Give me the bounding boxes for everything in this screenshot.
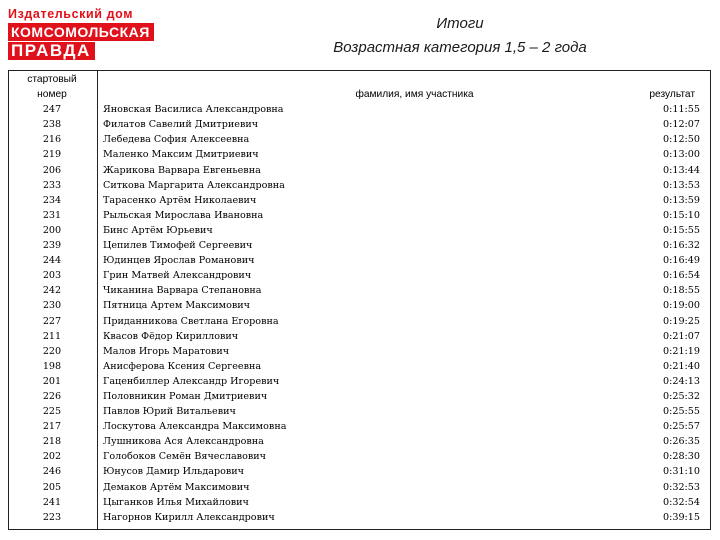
table-row xyxy=(9,419,720,434)
header-start-number-line1: стартовый xyxy=(27,74,77,85)
table-row xyxy=(9,389,720,404)
logo-brand-line2: ПРАВДА xyxy=(8,42,95,60)
table-header-row xyxy=(9,87,720,102)
start-number-cell: 219 xyxy=(42,149,62,161)
logo-publisher-house: Издательский дом xyxy=(8,7,134,21)
start-number-cell: 201 xyxy=(42,375,62,387)
table-row xyxy=(9,434,720,449)
participant-name-cell: Цепилев Тимофей Сергеевич xyxy=(102,240,253,252)
participant-name-cell: Лушникова Ася Александровна xyxy=(102,436,264,448)
result-cell: 0:32:54 xyxy=(663,496,700,508)
participant-name-cell: Квасов Фёдор Кириллович xyxy=(102,330,239,342)
table-row xyxy=(9,193,720,208)
participant-name-cell: Яновская Василиса Александровна xyxy=(102,104,284,116)
participant-name-cell: Пятница Артем Максимович xyxy=(102,300,251,312)
table-row xyxy=(9,208,720,223)
result-cell: 0:18:55 xyxy=(663,285,700,297)
result-cell: 0:19:25 xyxy=(663,315,700,327)
participant-name-cell: Юнусов Дамир Ильдарович xyxy=(102,466,245,478)
publisher-logo xyxy=(8,6,156,61)
participant-name-cell: Лоскутова Александра Максимовна xyxy=(102,421,287,433)
table-row xyxy=(9,344,720,359)
participant-name-cell: Анисферова Ксения Сергеевна xyxy=(102,360,262,372)
table-row xyxy=(9,374,720,389)
result-cell: 0:13:59 xyxy=(663,194,700,206)
results-table xyxy=(9,72,720,525)
participant-name-cell: Малов Игорь Маратович xyxy=(102,345,230,357)
participant-name-cell: Демаков Артём Максимович xyxy=(102,481,250,493)
start-number-cell: 211 xyxy=(42,330,62,342)
table-row xyxy=(9,510,720,525)
result-cell: 0:19:00 xyxy=(663,300,700,312)
start-number-cell: 216 xyxy=(42,134,62,146)
logo-brand-line1: КОМСОМОЛЬСКАЯ xyxy=(8,23,154,41)
participant-name-cell: Голобоков Семён Вячеславович xyxy=(102,451,266,463)
participant-name-cell: Грин Матвей Александрович xyxy=(102,270,252,282)
table-row xyxy=(9,298,720,313)
start-number-cell: 242 xyxy=(42,285,62,297)
participant-name-cell: Юдинцев Ярослав Романович xyxy=(102,255,255,267)
start-number-cell: 206 xyxy=(42,164,62,176)
result-cell: 0:16:32 xyxy=(663,240,700,252)
result-cell: 0:11:55 xyxy=(663,104,700,116)
participant-name-cell: Гаценбиллер Александр Игоревич xyxy=(102,375,280,387)
table-row xyxy=(9,178,720,193)
result-cell: 0:15:55 xyxy=(663,224,700,236)
result-cell: 0:25:55 xyxy=(663,406,700,418)
result-cell: 0:28:30 xyxy=(663,451,700,463)
participant-name-cell: Приданникова Светлана Егоровна xyxy=(102,315,279,327)
results-table-body xyxy=(9,102,720,525)
table-row xyxy=(9,495,720,510)
start-number-cell: 223 xyxy=(42,511,62,523)
start-number-cell: 234 xyxy=(42,194,62,206)
start-number-cell: 241 xyxy=(42,496,62,508)
header-result: результат xyxy=(649,89,695,101)
title-results: Итоги xyxy=(436,15,484,32)
participant-name-cell: Филатов Савелий Дмитриевич xyxy=(102,119,259,131)
start-number-cell: 239 xyxy=(42,240,62,252)
result-cell: 0:25:32 xyxy=(663,390,700,402)
table-row xyxy=(9,283,720,298)
start-number-cell: 202 xyxy=(42,451,62,463)
start-number-cell: 205 xyxy=(42,481,62,493)
participant-name-cell: Чиканина Варвара Степановна xyxy=(102,285,262,297)
start-number-cell: 247 xyxy=(42,104,62,116)
result-cell: 0:24:13 xyxy=(663,375,700,387)
table-row xyxy=(9,464,720,479)
start-number-cell: 246 xyxy=(42,466,62,478)
table-row xyxy=(9,329,720,344)
participant-name-cell: Нагорнов Кирилл Александрович xyxy=(102,511,275,523)
start-number-cell: 231 xyxy=(42,209,62,221)
start-number-cell: 233 xyxy=(42,179,62,191)
header-participant-name: фамилия, имя участника xyxy=(355,89,474,101)
result-cell: 0:25:57 xyxy=(663,421,700,433)
start-number-cell: 198 xyxy=(42,360,62,372)
result-cell: 0:13:53 xyxy=(663,179,700,191)
table-row xyxy=(9,480,720,495)
start-number-cell: 230 xyxy=(42,300,62,312)
participant-name-cell: Лебедева София Алексеевна xyxy=(102,134,250,146)
page-title xyxy=(300,12,620,60)
result-cell: 0:21:07 xyxy=(663,330,700,342)
title-age-category: Возрастная категория 1,5 – 2 года xyxy=(333,39,587,56)
start-number-cell: 227 xyxy=(42,315,62,327)
start-number-cell: 218 xyxy=(42,436,62,448)
start-number-cell: 217 xyxy=(42,421,62,433)
table-row xyxy=(9,132,720,147)
participant-name-cell: Цыганков Илья Михайлович xyxy=(102,496,249,508)
participant-name-cell: Ситкова Маргарита Александровна xyxy=(102,179,285,191)
table-row xyxy=(9,314,720,329)
result-cell: 0:32:53 xyxy=(663,481,700,493)
result-cell: 0:12:50 xyxy=(663,134,700,146)
participant-name-cell: Рыльская Мирослава Ивановна xyxy=(102,209,264,221)
table-row xyxy=(9,449,720,464)
result-cell: 0:16:54 xyxy=(663,270,700,282)
start-number-cell: 200 xyxy=(42,224,62,236)
result-cell: 0:21:19 xyxy=(663,345,700,357)
participant-name-cell: Тарасенко Артём Николаевич xyxy=(102,194,257,206)
result-cell: 0:13:44 xyxy=(663,164,700,176)
result-cell: 0:16:49 xyxy=(663,255,700,267)
start-number-cell: 225 xyxy=(42,406,62,418)
participant-name-cell: Жарикова Варвара Евгеньевна xyxy=(102,164,261,176)
table-row xyxy=(9,147,720,162)
start-number-cell: 244 xyxy=(42,255,62,267)
table-row xyxy=(9,163,720,178)
start-number-cell: 238 xyxy=(42,119,62,131)
participant-name-cell: Маленко Максим Дмитриевич xyxy=(102,149,259,161)
result-cell: 0:26:35 xyxy=(663,436,700,448)
participant-name-cell: Павлов Юрий Витальевич xyxy=(102,406,236,418)
result-cell: 0:15:10 xyxy=(663,209,700,221)
table-row xyxy=(9,253,720,268)
table-row xyxy=(9,102,720,117)
result-cell: 0:21:40 xyxy=(663,360,700,372)
table-header-row xyxy=(9,72,720,87)
result-cell: 0:12:07 xyxy=(663,119,700,131)
start-number-cell: 220 xyxy=(42,345,62,357)
participant-name-cell: Половникин Роман Дмитриевич xyxy=(102,390,268,402)
table-row xyxy=(9,359,720,374)
table-row xyxy=(9,268,720,283)
start-number-cell: 203 xyxy=(42,270,62,282)
header-spacer xyxy=(494,72,720,87)
result-cell: 0:13:00 xyxy=(663,149,700,161)
table-row xyxy=(9,117,720,132)
participant-name-cell: Бинс Артём Юрьевич xyxy=(102,224,213,236)
table-row xyxy=(9,223,720,238)
result-cell: 0:39:15 xyxy=(663,511,700,523)
table-row xyxy=(9,238,720,253)
header-start-number-line2: номер xyxy=(37,89,67,101)
header-spacer xyxy=(95,72,494,87)
table-row xyxy=(9,404,720,419)
start-number-cell: 226 xyxy=(42,390,62,402)
result-cell: 0:31:10 xyxy=(663,466,700,478)
